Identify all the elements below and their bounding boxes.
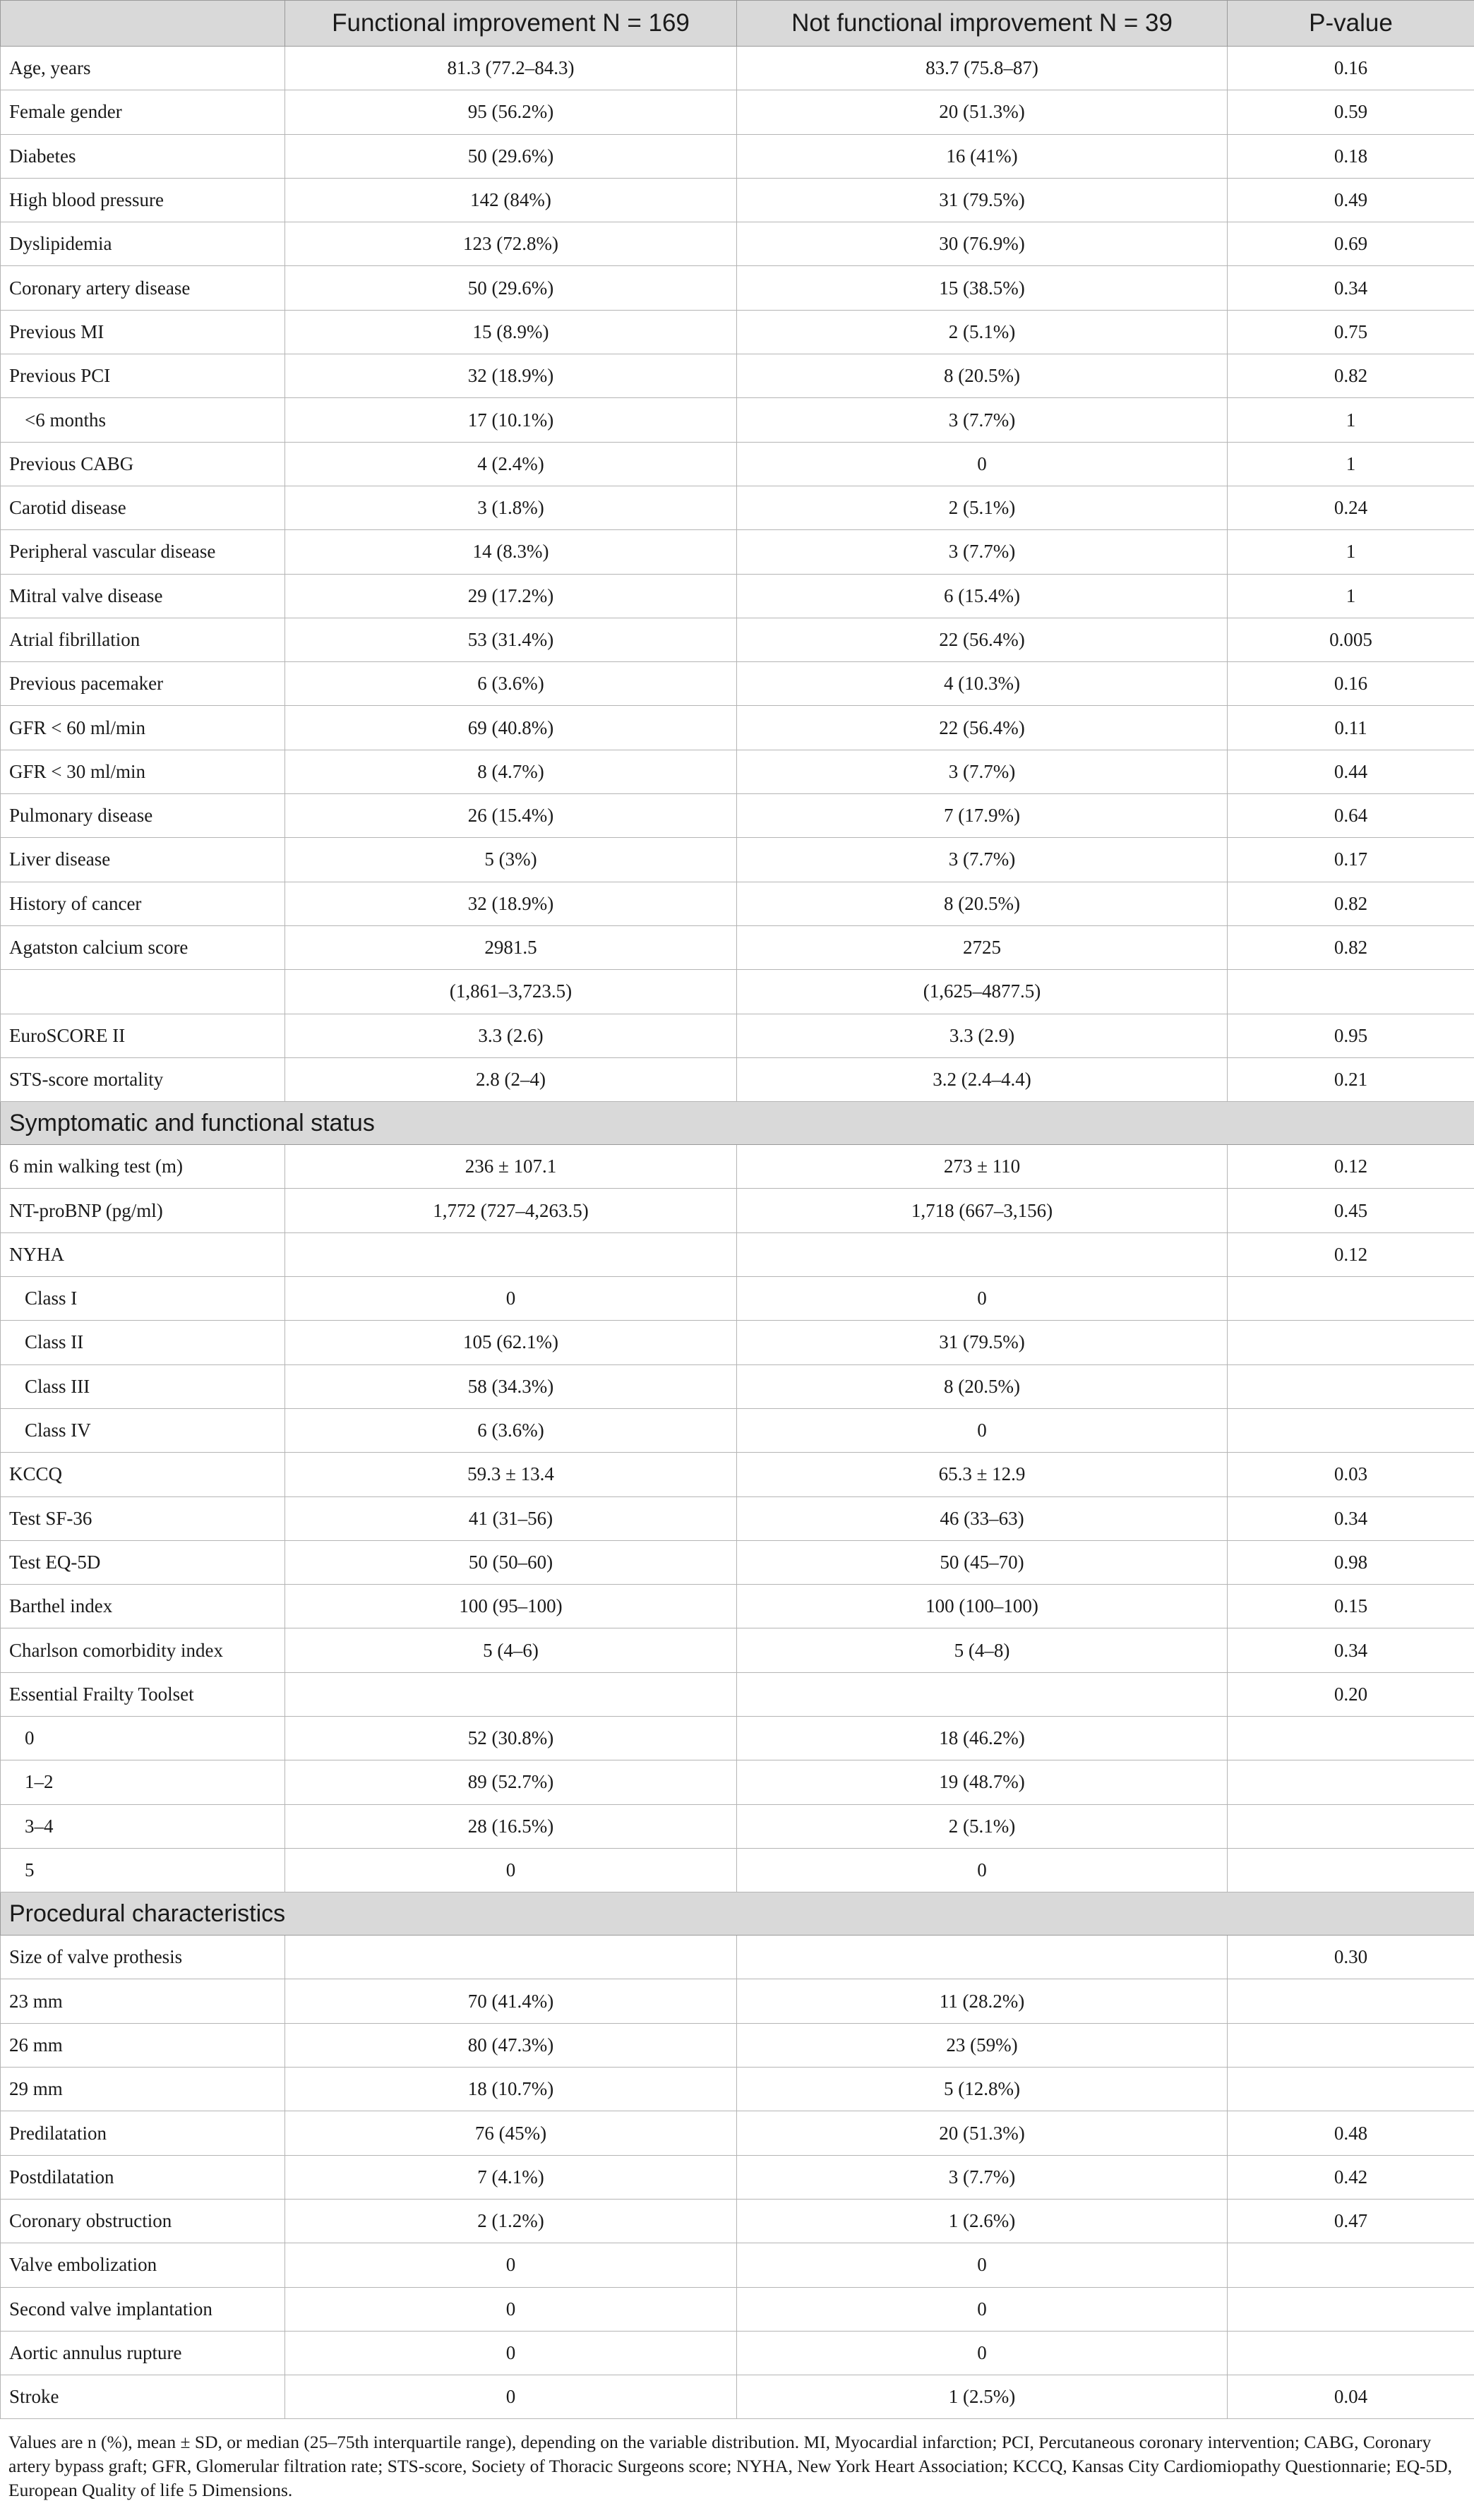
table-row <box>1 1453 1474 1496</box>
cell-functional-improvement: 123 (72.8%) <box>285 222 737 266</box>
table-row <box>1 1145 1474 1189</box>
cell-not-functional-improvement: 20 (51.3%) <box>737 2111 1228 2155</box>
cell-functional-improvement: 5 (4–6) <box>285 1628 737 1672</box>
cell-p-value: 1 <box>1228 398 1474 442</box>
cell-functional-improvement: 100 (95–100) <box>285 1585 737 1628</box>
cell-p-value: 0.82 <box>1228 354 1474 398</box>
cell-not-functional-improvement: 19 (48.7%) <box>737 1760 1228 1804</box>
cell-functional-improvement: 0 <box>285 2287 737 2331</box>
cell-p-value: 0.98 <box>1228 1540 1474 1584</box>
row-label: 3–4 <box>1 1804 285 1848</box>
cell-p-value <box>1228 1716 1474 1760</box>
row-label: Class I <box>1 1277 285 1321</box>
row-label: 0 <box>1 1716 285 1760</box>
cell-functional-improvement: 69 (40.8%) <box>285 706 737 750</box>
cell-p-value: 0.005 <box>1228 618 1474 661</box>
table-row <box>1 2287 1474 2331</box>
cell-functional-improvement: 2 (1.2%) <box>285 2199 737 2243</box>
cell-functional-improvement: 52 (30.8%) <box>285 1716 737 1760</box>
table-row <box>1 310 1474 354</box>
cell-p-value: 0.82 <box>1228 882 1474 925</box>
table-row <box>1 2199 1474 2243</box>
table-row <box>1 2375 1474 2419</box>
row-label: 1–2 <box>1 1760 285 1804</box>
cell-p-value <box>1228 2068 1474 2111</box>
table-row <box>1 2331 1474 2375</box>
cell-functional-improvement: 6 (3.6%) <box>285 662 737 706</box>
table-row <box>1 662 1474 706</box>
cell-p-value: 0.49 <box>1228 178 1474 222</box>
table-row <box>1 1716 1474 1760</box>
row-label: Barthel index <box>1 1585 285 1628</box>
table-row <box>1 2068 1474 2111</box>
cell-functional-improvement: 28 (16.5%) <box>285 1804 737 1848</box>
row-label: GFR < 60 ml/min <box>1 706 285 750</box>
cell-p-value: 0.45 <box>1228 1189 1474 1232</box>
cell-functional-improvement: 8 (4.7%) <box>285 750 737 793</box>
row-label: GFR < 30 ml/min <box>1 750 285 793</box>
row-label: Stroke <box>1 2375 285 2419</box>
row-label: Test SF-36 <box>1 1496 285 1540</box>
cell-functional-improvement: 18 (10.7%) <box>285 2068 737 2111</box>
row-label: 6 min walking test (m) <box>1 1145 285 1189</box>
cell-not-functional-improvement: 5 (4–8) <box>737 1628 1228 1672</box>
table-row <box>1 1014 1474 1057</box>
cell-functional-improvement: 14 (8.3%) <box>285 530 737 574</box>
cell-not-functional-improvement: 5 (12.8%) <box>737 2068 1228 2111</box>
table-row <box>1 2155 1474 2199</box>
header-variable <box>1 1 285 47</box>
cell-p-value: 1 <box>1228 442 1474 486</box>
cell-p-value: 0.18 <box>1228 134 1474 178</box>
table-row <box>1 838 1474 882</box>
table-row <box>1 2111 1474 2155</box>
header-functional-improvement: Functional improvement N = 169 <box>285 1 737 47</box>
row-label: Agatston calcium score <box>1 925 285 969</box>
cell-p-value: 0.11 <box>1228 706 1474 750</box>
cell-p-value: 0.03 <box>1228 1453 1474 1496</box>
table-row <box>1 222 1474 266</box>
table-row <box>1 530 1474 574</box>
cell-p-value: 0.44 <box>1228 750 1474 793</box>
table-row <box>1 1936 1474 1979</box>
cell-p-value <box>1228 1760 1474 1804</box>
row-label: KCCQ <box>1 1453 285 1496</box>
cell-not-functional-improvement: 8 (20.5%) <box>737 882 1228 925</box>
cell-p-value <box>1228 2243 1474 2287</box>
table-row <box>1 618 1474 661</box>
cell-p-value: 0.12 <box>1228 1145 1474 1189</box>
table-row <box>1 970 1474 1014</box>
cell-not-functional-improvement: 31 (79.5%) <box>737 178 1228 222</box>
table-footnote: Values are n (%), mean ± SD, or median (25–75th interquartile range), depending on the variable distribution. MI, Myocardial infarction; PCI, Percutaneous coronary intervention; CABG, Coronary artery bypass graft; GFR, Glomerular filtration rate; STS-score, Society of Thoracic Surgeons score; NYHA, New York Heart Association; KCCQ, Kansas City Cardiomiopathy Questionnarie; EQ-5D, European Quality of life 5 Dimensions. <box>8 2432 1453 2501</box>
cell-not-functional-improvement: 2 (5.1%) <box>737 310 1228 354</box>
table-row <box>1 134 1474 178</box>
table-row <box>1 882 1474 925</box>
header-not-functional-improvement: Not functional improvement N = 39 <box>737 1 1228 47</box>
table-row <box>1 1979 1474 2023</box>
cell-not-functional-improvement <box>737 1672 1228 1716</box>
cell-p-value: 0.48 <box>1228 2111 1474 2155</box>
table-row <box>1 925 1474 969</box>
cell-functional-improvement: 80 (47.3%) <box>285 2023 737 2067</box>
cell-not-functional-improvement: 3 (7.7%) <box>737 838 1228 882</box>
row-label: Coronary artery disease <box>1 266 285 310</box>
row-label: Previous pacemaker <box>1 662 285 706</box>
cell-not-functional-improvement: 2 (5.1%) <box>737 486 1228 529</box>
row-label: Previous MI <box>1 310 285 354</box>
cell-p-value: 0.04 <box>1228 2375 1474 2419</box>
table-row <box>1 574 1474 618</box>
cell-not-functional-improvement: 0 <box>737 1408 1228 1452</box>
cell-functional-improvement: 41 (31–56) <box>285 1496 737 1540</box>
cell-p-value: 0.20 <box>1228 1672 1474 1716</box>
cell-functional-improvement: 95 (56.2%) <box>285 90 737 134</box>
cell-not-functional-improvement: 20 (51.3%) <box>737 90 1228 134</box>
cell-not-functional-improvement: 50 (45–70) <box>737 1540 1228 1584</box>
table-row <box>1 1804 1474 1848</box>
row-label: STS-score mortality <box>1 1057 285 1101</box>
cell-not-functional-improvement: 7 (17.9%) <box>737 794 1228 838</box>
cell-functional-improvement: 50 (29.6%) <box>285 266 737 310</box>
table-row <box>1 398 1474 442</box>
cell-functional-improvement: (1,861–3,723.5) <box>285 970 737 1014</box>
table-row <box>1 1189 1474 1232</box>
cell-not-functional-improvement: 15 (38.5%) <box>737 266 1228 310</box>
cell-p-value: 1 <box>1228 574 1474 618</box>
cell-not-functional-improvement: 23 (59%) <box>737 2023 1228 2067</box>
cell-not-functional-improvement: 46 (33–63) <box>737 1496 1228 1540</box>
cell-p-value <box>1228 2287 1474 2331</box>
header-row <box>1 1 1474 47</box>
cell-not-functional-improvement: 65.3 ± 12.9 <box>737 1453 1228 1496</box>
table-row <box>1 1585 1474 1628</box>
cell-p-value <box>1228 1848 1474 1892</box>
row-label: 26 mm <box>1 2023 285 2067</box>
cell-not-functional-improvement: (1,625–4877.5) <box>737 970 1228 1014</box>
table-row <box>1 47 1474 90</box>
row-label: Pulmonary disease <box>1 794 285 838</box>
cell-not-functional-improvement: 30 (76.9%) <box>737 222 1228 266</box>
cell-not-functional-improvement <box>737 1232 1228 1276</box>
cell-not-functional-improvement: 6 (15.4%) <box>737 574 1228 618</box>
cell-not-functional-improvement: 3.3 (2.9) <box>737 1014 1228 1057</box>
cell-not-functional-improvement: 31 (79.5%) <box>737 1321 1228 1364</box>
table-row <box>1 1672 1474 1716</box>
section-title: Symptomatic and functional status <box>1 1102 1474 1145</box>
cell-functional-improvement: 0 <box>285 1277 737 1321</box>
cell-functional-improvement: 50 (50–60) <box>285 1540 737 1584</box>
table-row <box>1 1848 1474 1892</box>
cell-not-functional-improvement: 3 (7.7%) <box>737 398 1228 442</box>
cell-functional-improvement: 58 (34.3%) <box>285 1364 737 1408</box>
cell-not-functional-improvement: 0 <box>737 1277 1228 1321</box>
row-label: EuroSCORE II <box>1 1014 285 1057</box>
cell-functional-improvement: 53 (31.4%) <box>285 618 737 661</box>
cell-functional-improvement: 105 (62.1%) <box>285 1321 737 1364</box>
table-row <box>1 1628 1474 1672</box>
row-label: Diabetes <box>1 134 285 178</box>
cell-not-functional-improvement: 0 <box>737 1848 1228 1892</box>
row-label: Size of valve prothesis <box>1 1936 285 1979</box>
table-row <box>1 1408 1474 1452</box>
cell-not-functional-improvement: 0 <box>737 2331 1228 2375</box>
cell-p-value: 0.95 <box>1228 1014 1474 1057</box>
row-label: Aortic annulus rupture <box>1 2331 285 2375</box>
cell-p-value: 0.16 <box>1228 47 1474 90</box>
cell-not-functional-improvement: 22 (56.4%) <box>737 706 1228 750</box>
cell-p-value <box>1228 1364 1474 1408</box>
cell-p-value: 0.17 <box>1228 838 1474 882</box>
cell-not-functional-improvement: 3 (7.7%) <box>737 2155 1228 2199</box>
row-label: Previous PCI <box>1 354 285 398</box>
cell-not-functional-improvement: 16 (41%) <box>737 134 1228 178</box>
cell-p-value: 0.75 <box>1228 310 1474 354</box>
cell-not-functional-improvement: 3 (7.7%) <box>737 750 1228 793</box>
table-row <box>1 1496 1474 1540</box>
table-row <box>1 1321 1474 1364</box>
row-label: NT-proBNP (pg/ml) <box>1 1189 285 1232</box>
cell-functional-improvement: 32 (18.9%) <box>285 882 737 925</box>
cell-not-functional-improvement: 18 (46.2%) <box>737 1716 1228 1760</box>
row-label: Age, years <box>1 47 285 90</box>
row-label: Carotid disease <box>1 486 285 529</box>
table-row <box>1 706 1474 750</box>
row-label: Test EQ-5D <box>1 1540 285 1584</box>
table-row <box>1 1760 1474 1804</box>
section-header-row <box>1 1102 1474 1145</box>
cell-p-value: 0.59 <box>1228 90 1474 134</box>
cell-functional-improvement: 17 (10.1%) <box>285 398 737 442</box>
table-row <box>1 1232 1474 1276</box>
cell-functional-improvement: 26 (15.4%) <box>285 794 737 838</box>
table-row <box>1 1057 1474 1101</box>
cell-p-value: 0.21 <box>1228 1057 1474 1101</box>
cell-p-value: 0.34 <box>1228 1496 1474 1540</box>
cell-p-value <box>1228 2023 1474 2067</box>
row-label: Charlson comorbidity index <box>1 1628 285 1672</box>
table-row <box>1 2023 1474 2067</box>
cell-functional-improvement: 4 (2.4%) <box>285 442 737 486</box>
cell-functional-improvement: 236 ± 107.1 <box>285 1145 737 1189</box>
row-label: Female gender <box>1 90 285 134</box>
cell-not-functional-improvement: 4 (10.3%) <box>737 662 1228 706</box>
cell-p-value: 0.42 <box>1228 2155 1474 2199</box>
cell-functional-improvement: 15 (8.9%) <box>285 310 737 354</box>
cell-p-value <box>1228 1804 1474 1848</box>
cell-p-value <box>1228 1408 1474 1452</box>
table-body <box>1 47 1474 2419</box>
cell-functional-improvement: 7 (4.1%) <box>285 2155 737 2199</box>
cell-p-value <box>1228 1321 1474 1364</box>
table-row <box>1 1540 1474 1584</box>
cell-p-value <box>1228 1277 1474 1321</box>
cell-functional-improvement: 0 <box>285 2331 737 2375</box>
row-label: 23 mm <box>1 1979 285 2023</box>
cell-functional-improvement: 76 (45%) <box>285 2111 737 2155</box>
row-label: NYHA <box>1 1232 285 1276</box>
table-row <box>1 794 1474 838</box>
table-row <box>1 90 1474 134</box>
row-label: 29 mm <box>1 2068 285 2111</box>
cell-functional-improvement: 3 (1.8%) <box>285 486 737 529</box>
section-header-row <box>1 1892 1474 1936</box>
cell-not-functional-improvement: 1 (2.5%) <box>737 2375 1228 2419</box>
section-title: Procedural characteristics <box>1 1892 1474 1936</box>
cell-p-value: 0.82 <box>1228 925 1474 969</box>
row-label: Peripheral vascular disease <box>1 530 285 574</box>
row-label: History of cancer <box>1 882 285 925</box>
row-label: Second valve implantation <box>1 2287 285 2331</box>
cell-functional-improvement: 50 (29.6%) <box>285 134 737 178</box>
cell-p-value: 0.15 <box>1228 1585 1474 1628</box>
cell-p-value: 0.47 <box>1228 2199 1474 2243</box>
table-row <box>1 266 1474 310</box>
row-label: Dyslipidemia <box>1 222 285 266</box>
cell-functional-improvement: 0 <box>285 2375 737 2419</box>
cell-not-functional-improvement: 22 (56.4%) <box>737 618 1228 661</box>
cell-p-value <box>1228 1979 1474 2023</box>
cell-p-value: 0.34 <box>1228 266 1474 310</box>
row-label: Mitral valve disease <box>1 574 285 618</box>
cell-not-functional-improvement: 0 <box>737 442 1228 486</box>
cell-p-value: 0.16 <box>1228 662 1474 706</box>
row-label: <6 months <box>1 398 285 442</box>
cell-not-functional-improvement: 0 <box>737 2243 1228 2287</box>
table-row <box>1 2243 1474 2287</box>
table-row <box>1 750 1474 793</box>
row-label: Atrial fibrillation <box>1 618 285 661</box>
cell-p-value <box>1228 2331 1474 2375</box>
row-label: Class IV <box>1 1408 285 1452</box>
table-row <box>1 178 1474 222</box>
cell-not-functional-improvement: 11 (28.2%) <box>737 1979 1228 2023</box>
cell-functional-improvement: 32 (18.9%) <box>285 354 737 398</box>
header-p-value: P-value <box>1228 1 1474 47</box>
cell-p-value: 1 <box>1228 530 1474 574</box>
cell-not-functional-improvement: 8 (20.5%) <box>737 354 1228 398</box>
cell-not-functional-improvement: 100 (100–100) <box>737 1585 1228 1628</box>
cell-not-functional-improvement <box>737 1936 1228 1979</box>
cell-p-value <box>1228 970 1474 1014</box>
cell-functional-improvement: 89 (52.7%) <box>285 1760 737 1804</box>
cell-p-value: 0.34 <box>1228 1628 1474 1672</box>
cell-functional-improvement <box>285 1232 737 1276</box>
cell-not-functional-improvement: 2 (5.1%) <box>737 1804 1228 1848</box>
cell-functional-improvement <box>285 1672 737 1716</box>
row-label: Valve embolization <box>1 2243 285 2287</box>
table-row <box>1 442 1474 486</box>
cell-not-functional-improvement: 2725 <box>737 925 1228 969</box>
row-label: High blood pressure <box>1 178 285 222</box>
cell-functional-improvement: 5 (3%) <box>285 838 737 882</box>
table-row <box>1 354 1474 398</box>
cell-functional-improvement: 81.3 (77.2–84.3) <box>285 47 737 90</box>
table-row <box>1 1277 1474 1321</box>
row-label: Liver disease <box>1 838 285 882</box>
row-label: Previous CABG <box>1 442 285 486</box>
table-row <box>1 486 1474 529</box>
cell-functional-improvement: 0 <box>285 1848 737 1892</box>
cell-not-functional-improvement: 0 <box>737 2287 1228 2331</box>
cell-functional-improvement: 29 (17.2%) <box>285 574 737 618</box>
cell-p-value: 0.64 <box>1228 794 1474 838</box>
row-label: Predilatation <box>1 2111 285 2155</box>
cell-functional-improvement <box>285 1936 737 1979</box>
cell-p-value: 0.12 <box>1228 1232 1474 1276</box>
row-label: Essential Frailty Toolset <box>1 1672 285 1716</box>
cell-not-functional-improvement: 3.2 (2.4–4.4) <box>737 1057 1228 1101</box>
cell-functional-improvement: 1,772 (727–4,263.5) <box>285 1189 737 1232</box>
cell-p-value: 0.30 <box>1228 1936 1474 1979</box>
row-label: Coronary obstruction <box>1 2199 285 2243</box>
cell-not-functional-improvement: 1,718 (667–3,156) <box>737 1189 1228 1232</box>
cell-functional-improvement: 2981.5 <box>285 925 737 969</box>
cell-functional-improvement: 59.3 ± 13.4 <box>285 1453 737 1496</box>
row-label: Class II <box>1 1321 285 1364</box>
row-label: Postdilatation <box>1 2155 285 2199</box>
cell-not-functional-improvement: 8 (20.5%) <box>737 1364 1228 1408</box>
cell-p-value: 0.69 <box>1228 222 1474 266</box>
row-label <box>1 970 285 1014</box>
cell-not-functional-improvement: 273 ± 110 <box>737 1145 1228 1189</box>
cell-functional-improvement: 70 (41.4%) <box>285 1979 737 2023</box>
cell-not-functional-improvement: 1 (2.6%) <box>737 2199 1228 2243</box>
cell-not-functional-improvement: 83.7 (75.8–87) <box>737 47 1228 90</box>
cell-functional-improvement: 6 (3.6%) <box>285 1408 737 1452</box>
cell-functional-improvement: 3.3 (2.6) <box>285 1014 737 1057</box>
row-label: Class III <box>1 1364 285 1408</box>
cell-functional-improvement: 0 <box>285 2243 737 2287</box>
cell-functional-improvement: 2.8 (2–4) <box>285 1057 737 1101</box>
table-row <box>1 1364 1474 1408</box>
cell-functional-improvement: 142 (84%) <box>285 178 737 222</box>
cell-p-value: 0.24 <box>1228 486 1474 529</box>
row-label: 5 <box>1 1848 285 1892</box>
cell-not-functional-improvement: 3 (7.7%) <box>737 530 1228 574</box>
